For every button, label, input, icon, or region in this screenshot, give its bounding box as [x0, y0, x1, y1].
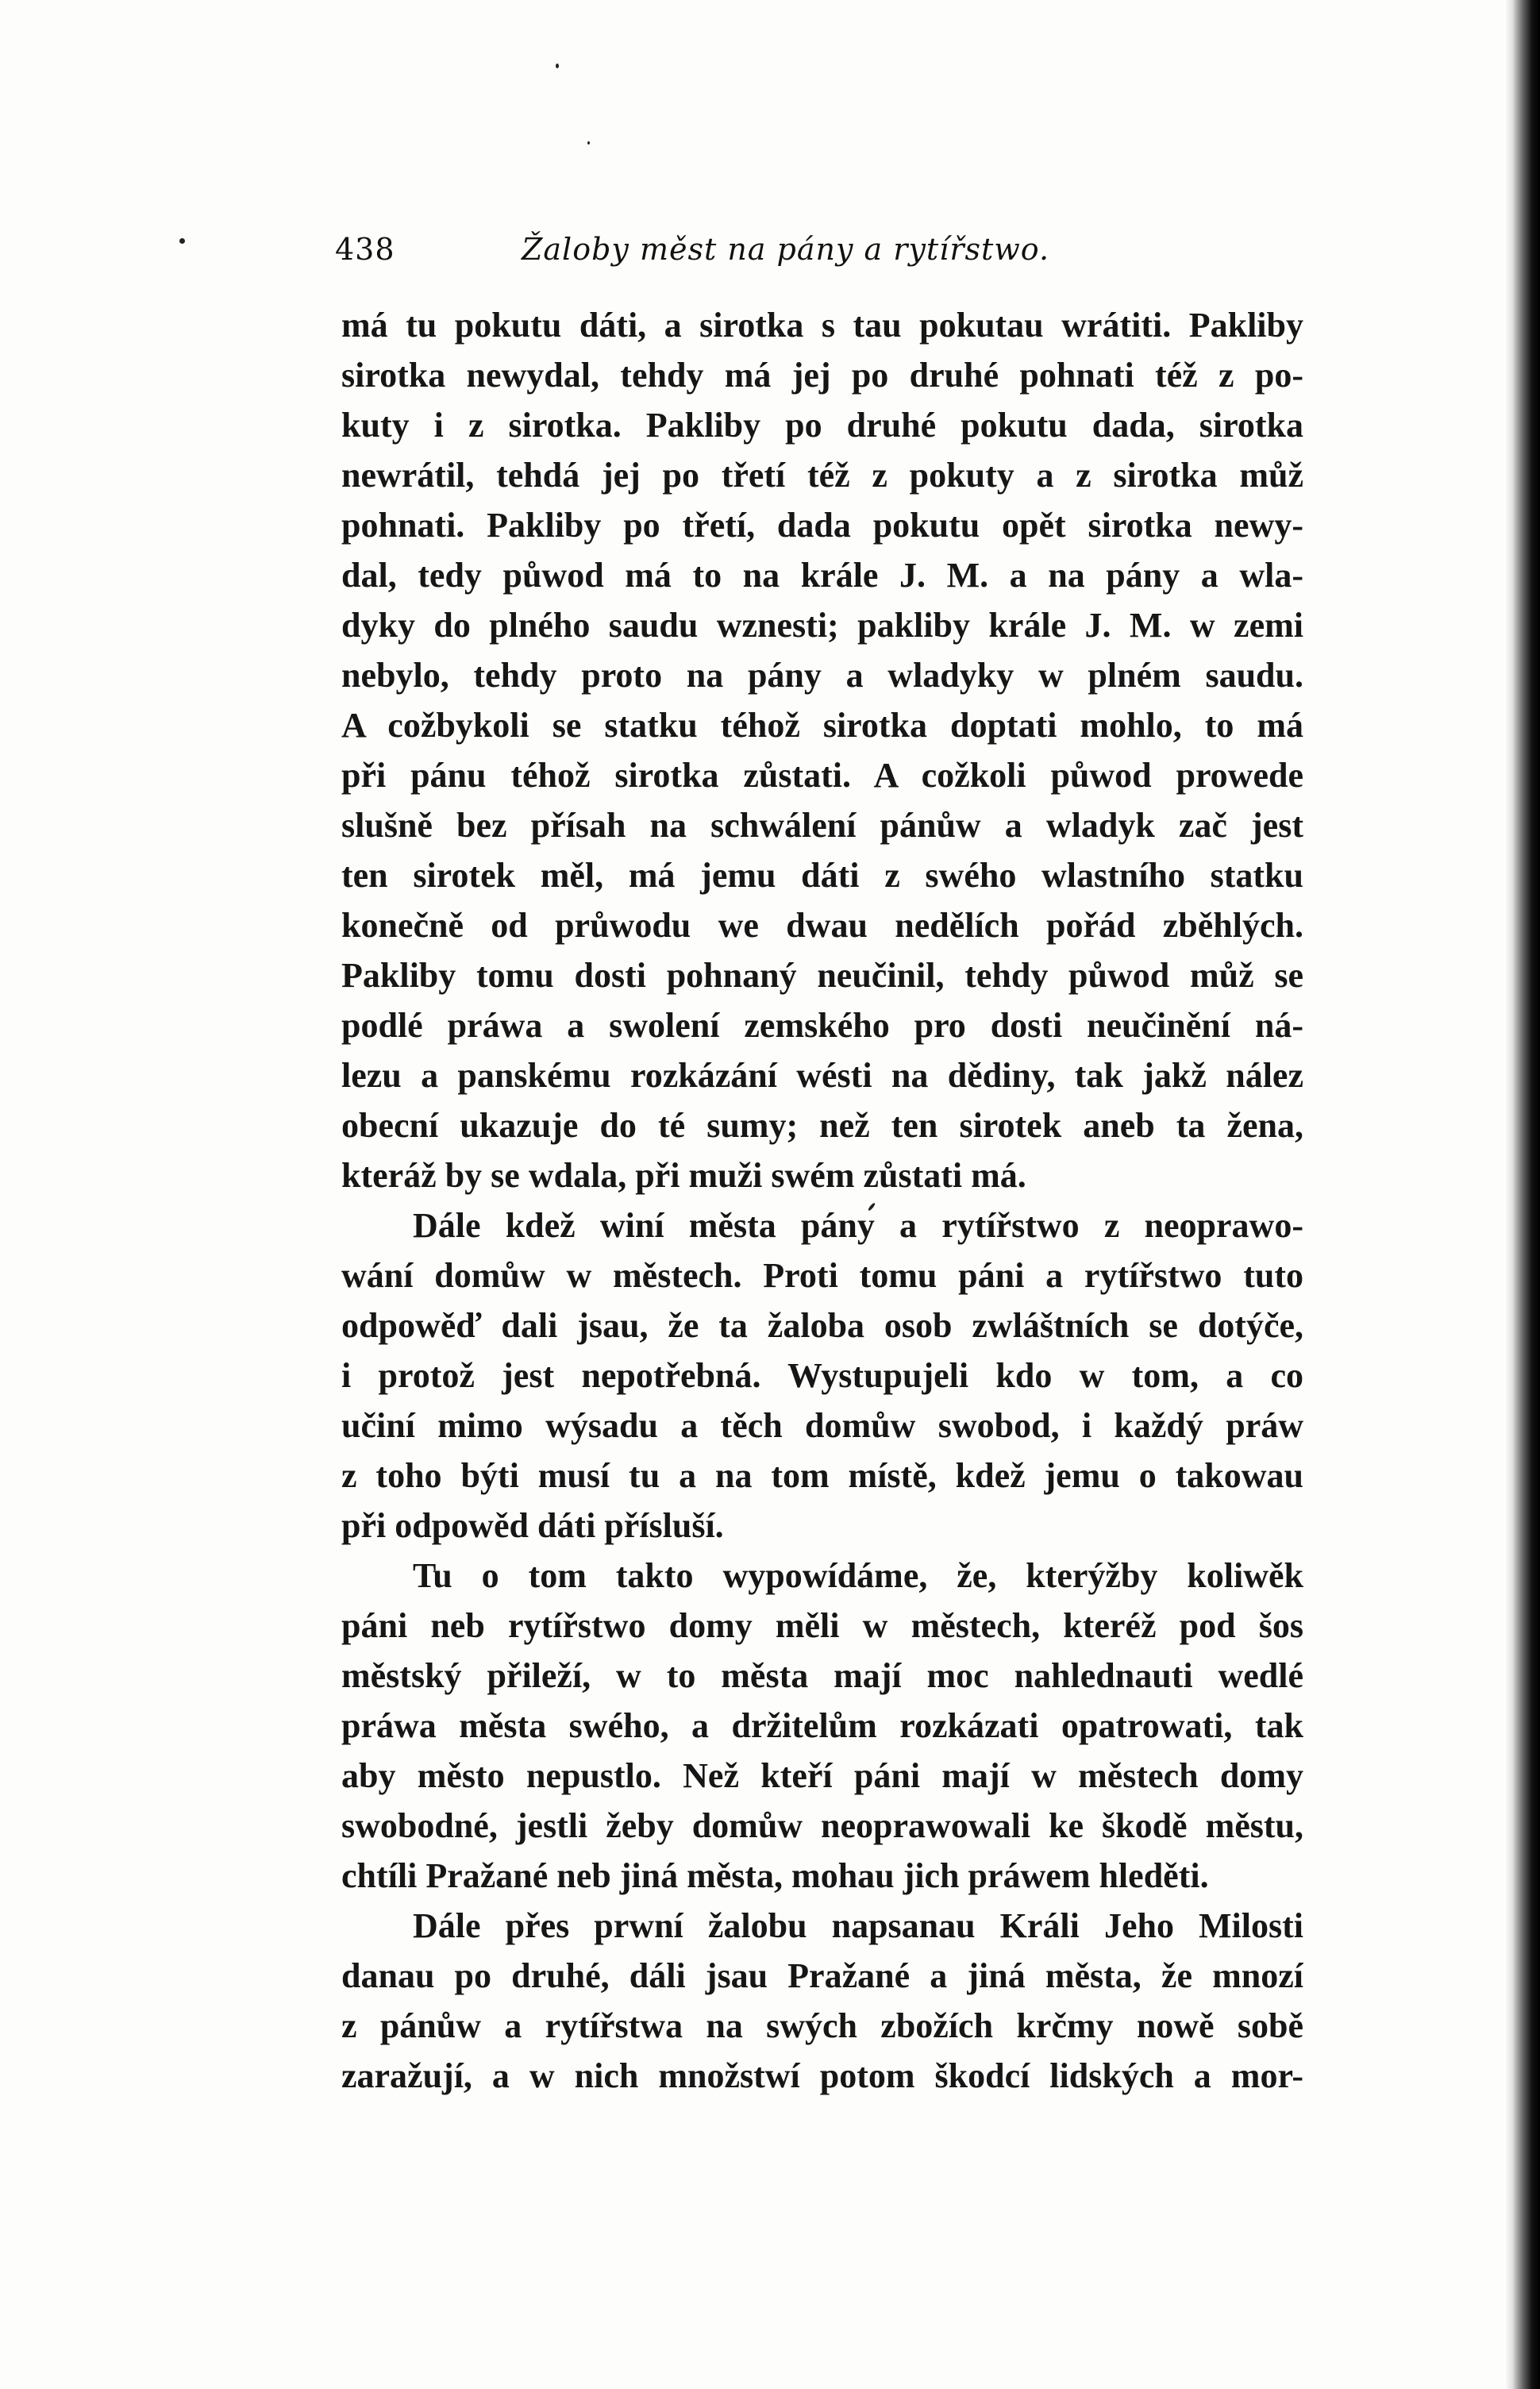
paragraph-first-line: Tu o tom takto wypowídáme, že, kterýžby koliwěk	[413, 1556, 1303, 1595]
text-line: páni neb rytířstwo domy měli w městech, kteréž pod šos	[341, 1606, 1303, 1645]
paragraph-first-line: Dále kdež winí města pány a rytířstwo z neoprawo-	[413, 1206, 1303, 1245]
text-line: při odpowěd dáti přísluší.	[341, 1506, 724, 1545]
text-line: kuty i z sirotka. Pakliby po druhé pokutu dada, sirotka	[341, 406, 1303, 445]
text-line: při pánu téhož sirotka zůstati. A cožkoli půwod prowede	[341, 756, 1303, 795]
text-line: odpowěď dali jsau, že ta žaloba osob zwláštních se dotýče,	[341, 1306, 1303, 1345]
text-line: i protož jest nepotřebná. Wystupujeli kdo w tom, a co	[341, 1356, 1303, 1395]
running-title: Žaloby měst na pány a rytířstwo.	[522, 232, 1050, 267]
text-line: danau po druhé, dáli jsau Pražané a jiná města, že mnozí	[341, 1956, 1303, 1995]
paragraph-first-line: Dále přes prwní žalobu napsanau Králi Jeho Milosti	[413, 1906, 1303, 1945]
text-line: obecní ukazuje do té sumy; než ten sirotek aneb ta žena,	[341, 1106, 1303, 1145]
text-line: Pakliby tomu dosti pohnaný neučinil, tehdy půwod můž se	[341, 956, 1303, 995]
text-line: nebylo, tehdy proto na pány a wladyky w plném saudu.	[341, 656, 1303, 695]
page-header	[335, 232, 1311, 279]
text-line: učiní mimo wýsadu a těch domůw swobod, i každý práw	[341, 1406, 1303, 1445]
scan-speck	[587, 141, 590, 144]
text-line: aby město nepustlo. Než kteří páni mají w městech domy	[341, 1756, 1303, 1795]
page-edge	[1513, 0, 1540, 2389]
text-line: z toho býti musí tu a na tom místě, kdež jemu o takowau	[341, 1456, 1303, 1495]
text-line: dal, tedy půwod má to na krále J. M. a na pány a wla-	[341, 556, 1303, 595]
text-line: chtíli Pražané neb jiná města, mohau jich práwem hleděti.	[341, 1856, 1209, 1895]
text-line: podlé práwa a swolení zemského pro dosti neučinění ná-	[341, 1006, 1303, 1045]
text-line: wání domůw w městech. Proti tomu páni a rytířstwo tuto	[341, 1256, 1303, 1295]
text-line: práwa města swého, a držitelům rozkázati opatrowati, tak	[341, 1706, 1303, 1745]
page-number: 438	[335, 232, 395, 267]
text-line: městský přileží, w to města mají moc nahlednauti wedlé	[341, 1656, 1303, 1695]
text-line: sirotka newydal, tehdy má jej po druhé pohnati též z po-	[341, 356, 1303, 395]
text-line: newrátil, tehdá jej po třetí též z pokuty a z sirotka můž	[341, 456, 1303, 495]
scan-speck	[556, 64, 559, 68]
text-line: A cožbykoli se statku téhož sirotka doptati mohlo, to má	[341, 706, 1303, 745]
text-line: swobodné, jestli žeby domůw neoprawowali ke škodě městu,	[341, 1806, 1303, 1845]
text-line: konečně od průwodu we dwau nedělích pořád zběhlých.	[341, 906, 1303, 945]
text-line: ten sirotek měl, má jemu dáti z swého wlastního statku	[341, 856, 1303, 895]
page-edge-shadow	[1505, 0, 1513, 2389]
text-line: lezu a panskému rozkázání wésti na dědiny, tak jakž nález	[341, 1056, 1303, 1095]
text-line: kteráž by se wdala, při muži swém zůstati má.	[341, 1156, 1026, 1195]
text-line: dyky do plného saudu wznesti; pakliby krále J. M. w zemi	[341, 606, 1303, 645]
text-line: slušně bez přísah na schwálení pánůw a wladyk zač jest	[341, 806, 1303, 845]
text-line: zaražují, a w nich množstwí potom škodcí lidských a mor-	[341, 2056, 1303, 2095]
text-line: má tu pokutu dáti, a sirotka s tau pokutau wrátiti. Pakliby	[341, 306, 1303, 345]
body-text	[341, 300, 1303, 2101]
text-line: pohnati. Pakliby po třetí, dada pokutu opět sirotka newy-	[341, 506, 1303, 545]
text-line: z pánůw a rytířstwa na swých zbožích krčmy nowě sobě	[341, 2006, 1303, 2045]
scan-speck	[179, 238, 185, 244]
